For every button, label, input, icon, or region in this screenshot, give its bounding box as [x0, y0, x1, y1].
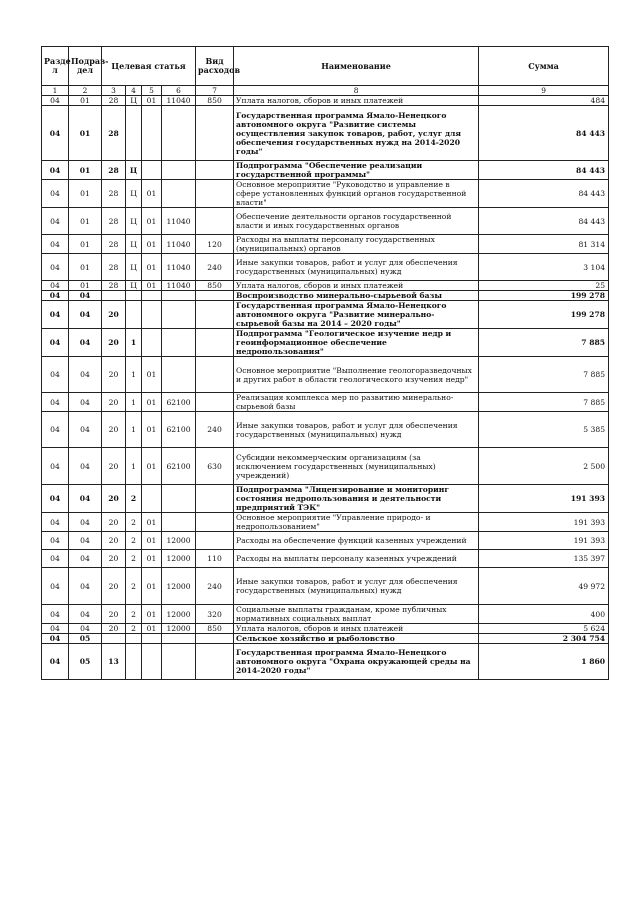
vid-cell — [196, 180, 234, 208]
podrazdel-cell: 04 — [69, 357, 102, 393]
target-program-cell: 20 — [102, 393, 126, 412]
podrazdel-cell: 04 — [69, 291, 102, 301]
table-row — [42, 412, 609, 448]
sum-cell: 199 278 — [479, 291, 609, 301]
name-cell: Расходы на обеспечение функций казенных учреждений — [234, 532, 479, 550]
razdel-cell: 04 — [42, 329, 69, 357]
column-number: 2 — [69, 86, 102, 96]
header-sum: Сумма — [479, 47, 609, 86]
sum-cell: 135 397 — [479, 550, 609, 568]
target-event-cell: 01 — [142, 550, 162, 568]
target-subprogram-cell: 1 — [126, 357, 142, 393]
name-cell: Расходы на выплаты персоналу государственных (муниципальных) органов — [234, 235, 479, 254]
target-event-cell: 01 — [142, 235, 162, 254]
table-row — [42, 605, 609, 624]
name-cell: Иные закупки товаров, работ и услуг для обеспечения государственных (муниципальных) нужд — [234, 412, 479, 448]
razdel-cell: 04 — [42, 412, 69, 448]
table-row — [42, 161, 609, 180]
podrazdel-cell: 04 — [69, 301, 102, 329]
name-cell: Подпрограмма "Обеспечение реализации государственной программы" — [234, 161, 479, 180]
name-cell: Основное мероприятие "Управление природо- и недропользованием" — [234, 513, 479, 532]
column-number: 6 — [162, 86, 196, 96]
header-podrazdel: Подраз- дел — [69, 47, 102, 86]
table-row — [42, 281, 609, 291]
podrazdel-cell: 04 — [69, 329, 102, 357]
target-event-cell: 01 — [142, 254, 162, 281]
sum-cell: 199 278 — [479, 301, 609, 329]
target-event-cell — [142, 301, 162, 329]
target-subprogram-cell — [126, 301, 142, 329]
target-direction-cell: 11040 — [162, 235, 196, 254]
vid-cell — [196, 485, 234, 513]
name-cell: Основное мероприятие "Выполнение геологоразведочных и других работ в области геологического изучения недр" — [234, 357, 479, 393]
sum-cell: 400 — [479, 605, 609, 624]
target-program-cell: 20 — [102, 329, 126, 357]
table-row — [42, 180, 609, 208]
name-cell: Уплата налогов, сборов и иных платежей — [234, 96, 479, 106]
target-program-cell: 20 — [102, 605, 126, 624]
target-program-cell: 20 — [102, 550, 126, 568]
table-body — [42, 96, 609, 680]
target-program-cell: 28 — [102, 106, 126, 161]
sum-cell: 3 104 — [479, 254, 609, 281]
column-number: 3 — [102, 86, 126, 96]
name-cell: Уплата налогов, сборов и иных платежей — [234, 281, 479, 291]
name-cell: Расходы на выплаты персоналу казенных учреждений — [234, 550, 479, 568]
table-row — [42, 329, 609, 357]
razdel-cell: 04 — [42, 291, 69, 301]
column-number: 8 — [234, 86, 479, 96]
table-row — [42, 254, 609, 281]
target-subprogram-cell: 2 — [126, 624, 142, 634]
vid-cell — [196, 106, 234, 161]
table-row — [42, 357, 609, 393]
target-event-cell: 01 — [142, 357, 162, 393]
sum-cell: 191 393 — [479, 532, 609, 550]
target-subprogram-cell: Ц — [126, 180, 142, 208]
razdel-cell: 04 — [42, 180, 69, 208]
target-program-cell: 28 — [102, 161, 126, 180]
target-direction-cell: 62100 — [162, 412, 196, 448]
name-cell: Подпрограмма "Геологическое изучение недр и геоинформационное обеспечение недропользования" — [234, 329, 479, 357]
podrazdel-cell: 04 — [69, 532, 102, 550]
target-program-cell — [102, 634, 126, 644]
name-cell: Подпрограмма "Лицензирование и мониторинг состояния недропользования и деятельности предприятий ТЭК" — [234, 485, 479, 513]
target-subprogram-cell: 2 — [126, 568, 142, 605]
target-direction-cell — [162, 161, 196, 180]
podrazdel-cell: 04 — [69, 448, 102, 485]
target-program-cell: 28 — [102, 180, 126, 208]
podrazdel-cell: 01 — [69, 208, 102, 235]
podrazdel-cell: 01 — [69, 281, 102, 291]
sum-cell: 7 885 — [479, 393, 609, 412]
target-subprogram-cell: 2 — [126, 532, 142, 550]
table-row — [42, 208, 609, 235]
target-subprogram-cell: 1 — [126, 412, 142, 448]
sum-cell: 84 443 — [479, 208, 609, 235]
target-program-cell: 20 — [102, 301, 126, 329]
target-program-cell: 20 — [102, 624, 126, 634]
target-subprogram-cell: 2 — [126, 485, 142, 513]
target-program-cell: 28 — [102, 208, 126, 235]
razdel-cell: 04 — [42, 634, 69, 644]
sum-cell: 7 885 — [479, 329, 609, 357]
table-row — [42, 485, 609, 513]
vid-cell — [196, 291, 234, 301]
table-row — [42, 644, 609, 680]
target-direction-cell — [162, 106, 196, 161]
target-event-cell: 01 — [142, 180, 162, 208]
name-cell: Основное мероприятие "Руководство и управление в сфере установленных функций органов государственной власти" — [234, 180, 479, 208]
razdel-cell: 04 — [42, 357, 69, 393]
target-subprogram-cell — [126, 106, 142, 161]
target-subprogram-cell: 1 — [126, 448, 142, 485]
vid-cell: 240 — [196, 568, 234, 605]
target-subprogram-cell: Ц — [126, 235, 142, 254]
table-row — [42, 624, 609, 634]
budget-table — [41, 46, 609, 680]
target-event-cell: 01 — [142, 605, 162, 624]
sum-cell: 7 885 — [479, 357, 609, 393]
podrazdel-cell: 04 — [69, 485, 102, 513]
razdel-cell: 04 — [42, 624, 69, 634]
podrazdel-cell: 04 — [69, 393, 102, 412]
target-event-cell — [142, 291, 162, 301]
razdel-cell: 04 — [42, 532, 69, 550]
sum-cell: 49 972 — [479, 568, 609, 605]
razdel-cell: 04 — [42, 301, 69, 329]
target-subprogram-cell: 2 — [126, 513, 142, 532]
target-event-cell: 01 — [142, 96, 162, 106]
sum-cell: 2 304 754 — [479, 634, 609, 644]
razdel-cell: 04 — [42, 448, 69, 485]
target-direction-cell: 11040 — [162, 254, 196, 281]
sum-cell: 5 385 — [479, 412, 609, 448]
razdel-cell: 04 — [42, 568, 69, 605]
target-event-cell — [142, 634, 162, 644]
target-subprogram-cell: Ц — [126, 254, 142, 281]
vid-cell: 850 — [196, 624, 234, 634]
vid-cell — [196, 301, 234, 329]
target-event-cell: 01 — [142, 281, 162, 291]
target-direction-cell — [162, 291, 196, 301]
name-cell: Субсидии некоммерческим организациям (за исключением государственных (муниципальных) учреждений) — [234, 448, 479, 485]
table-row — [42, 301, 609, 329]
sum-cell: 484 — [479, 96, 609, 106]
header-vid: Вид расходов — [196, 47, 234, 86]
vid-cell — [196, 208, 234, 235]
razdel-cell: 04 — [42, 550, 69, 568]
column-number: 7 — [196, 86, 234, 96]
target-subprogram-cell: Ц — [126, 96, 142, 106]
name-cell: Государственная программа Ямало-Ненецкого автономного округа "Охрана окружающей среды на 2014-2020 годы" — [234, 644, 479, 680]
sum-cell: 25 — [479, 281, 609, 291]
budget-table-sheet — [41, 46, 608, 680]
podrazdel-cell: 04 — [69, 605, 102, 624]
target-direction-cell: 62100 — [162, 448, 196, 485]
target-program-cell: 20 — [102, 357, 126, 393]
razdel-cell: 04 — [42, 161, 69, 180]
column-number: 9 — [479, 86, 609, 96]
target-event-cell: 01 — [142, 624, 162, 634]
column-number-row — [42, 86, 609, 96]
target-direction-cell — [162, 644, 196, 680]
podrazdel-cell: 04 — [69, 513, 102, 532]
sum-cell: 191 393 — [479, 485, 609, 513]
table-row — [42, 568, 609, 605]
target-direction-cell — [162, 357, 196, 393]
target-event-cell — [142, 644, 162, 680]
podrazdel-cell: 05 — [69, 644, 102, 680]
target-program-cell: 20 — [102, 412, 126, 448]
razdel-cell: 04 — [42, 393, 69, 412]
table-row — [42, 235, 609, 254]
razdel-cell: 04 — [42, 281, 69, 291]
target-direction-cell: 11040 — [162, 281, 196, 291]
target-program-cell: 20 — [102, 485, 126, 513]
target-subprogram-cell — [126, 291, 142, 301]
target-event-cell: 01 — [142, 208, 162, 235]
razdel-cell: 04 — [42, 644, 69, 680]
sum-cell: 84 443 — [479, 161, 609, 180]
podrazdel-cell: 05 — [69, 634, 102, 644]
target-direction-cell: 12000 — [162, 568, 196, 605]
vid-cell — [196, 513, 234, 532]
podrazdel-cell: 04 — [69, 624, 102, 634]
table-row — [42, 513, 609, 532]
razdel-cell: 04 — [42, 106, 69, 161]
column-number: 5 — [142, 86, 162, 96]
target-event-cell: 01 — [142, 412, 162, 448]
table-row — [42, 106, 609, 161]
target-event-cell: 01 — [142, 513, 162, 532]
target-program-cell: 28 — [102, 96, 126, 106]
target-event-cell: 01 — [142, 568, 162, 605]
target-subprogram-cell: Ц — [126, 161, 142, 180]
vid-cell — [196, 644, 234, 680]
podrazdel-cell: 04 — [69, 568, 102, 605]
razdel-cell: 04 — [42, 513, 69, 532]
vid-cell: 240 — [196, 412, 234, 448]
name-cell: Социальные выплаты гражданам, кроме публичных нормативных социальных выплат — [234, 605, 479, 624]
sum-cell: 1 860 — [479, 644, 609, 680]
target-program-cell: 20 — [102, 448, 126, 485]
podrazdel-cell: 01 — [69, 235, 102, 254]
target-program-cell: 20 — [102, 513, 126, 532]
target-event-cell — [142, 161, 162, 180]
table-row — [42, 448, 609, 485]
target-subprogram-cell — [126, 634, 142, 644]
target-event-cell — [142, 329, 162, 357]
name-cell: Воспроизводство минерально-сырьевой базы — [234, 291, 479, 301]
table-row — [42, 393, 609, 412]
razdel-cell: 04 — [42, 208, 69, 235]
target-direction-cell: 12000 — [162, 550, 196, 568]
name-cell: Обеспечение деятельности органов государственной власти и иных государственных органов — [234, 208, 479, 235]
table-row — [42, 634, 609, 644]
target-program-cell — [102, 291, 126, 301]
sum-cell: 84 443 — [479, 106, 609, 161]
target-subprogram-cell: Ц — [126, 208, 142, 235]
target-event-cell — [142, 106, 162, 161]
vid-cell — [196, 329, 234, 357]
target-direction-cell: 62100 — [162, 393, 196, 412]
podrazdel-cell: 04 — [69, 412, 102, 448]
vid-cell: 240 — [196, 254, 234, 281]
vid-cell — [196, 393, 234, 412]
header-razdel: Разде л — [42, 47, 69, 86]
target-direction-cell — [162, 180, 196, 208]
vid-cell: 850 — [196, 96, 234, 106]
target-direction-cell: 11040 — [162, 96, 196, 106]
razdel-cell: 04 — [42, 254, 69, 281]
podrazdel-cell: 01 — [69, 254, 102, 281]
vid-cell: 850 — [196, 281, 234, 291]
target-direction-cell — [162, 329, 196, 357]
target-program-cell: 28 — [102, 281, 126, 291]
table-row — [42, 291, 609, 301]
sum-cell: 2 500 — [479, 448, 609, 485]
target-event-cell: 01 — [142, 393, 162, 412]
target-program-cell: 28 — [102, 254, 126, 281]
vid-cell: 320 — [196, 605, 234, 624]
target-subprogram-cell: 2 — [126, 550, 142, 568]
target-direction-cell: 12000 — [162, 624, 196, 634]
table-row — [42, 96, 609, 106]
razdel-cell: 04 — [42, 235, 69, 254]
target-subprogram-cell: 1 — [126, 393, 142, 412]
vid-cell: 630 — [196, 448, 234, 485]
table-row — [42, 550, 609, 568]
target-direction-cell: 12000 — [162, 605, 196, 624]
vid-cell — [196, 161, 234, 180]
podrazdel-cell: 01 — [69, 161, 102, 180]
vid-cell: 120 — [196, 235, 234, 254]
name-cell: Государственная программа Ямало-Ненецкого автономного округа "Развитие системы осуществления закупок товаров, работ, услуг для обеспечения государственных нужд на 2014-2020 годы" — [234, 106, 479, 161]
target-subprogram-cell: Ц — [126, 281, 142, 291]
target-subprogram-cell — [126, 644, 142, 680]
header-name: Наименование — [234, 47, 479, 86]
podrazdel-cell: 01 — [69, 180, 102, 208]
table-row — [42, 532, 609, 550]
name-cell: Иные закупки товаров, работ и услуг для обеспечения государственных (муниципальных) нужд — [234, 568, 479, 605]
podrazdel-cell: 01 — [69, 96, 102, 106]
sum-cell: 84 443 — [479, 180, 609, 208]
target-program-cell: 20 — [102, 532, 126, 550]
target-direction-cell — [162, 301, 196, 329]
podrazdel-cell: 04 — [69, 550, 102, 568]
target-direction-cell — [162, 513, 196, 532]
razdel-cell: 04 — [42, 605, 69, 624]
column-number: 4 — [126, 86, 142, 96]
sum-cell: 191 393 — [479, 513, 609, 532]
header-target: Целевая статья — [102, 47, 196, 86]
target-program-cell: 13 — [102, 644, 126, 680]
target-subprogram-cell: 2 — [126, 605, 142, 624]
vid-cell — [196, 634, 234, 644]
name-cell: Иные закупки товаров, работ и услуг для обеспечения государственных (муниципальных) нужд — [234, 254, 479, 281]
razdel-cell: 04 — [42, 485, 69, 513]
name-cell: Сельское хозяйство и рыболовство — [234, 634, 479, 644]
name-cell: Реализация комплекса мер по развитию минерально-сырьевой базы — [234, 393, 479, 412]
sum-cell: 5 624 — [479, 624, 609, 634]
vid-cell — [196, 357, 234, 393]
razdel-cell: 04 — [42, 96, 69, 106]
target-program-cell: 20 — [102, 568, 126, 605]
vid-cell — [196, 532, 234, 550]
target-event-cell — [142, 485, 162, 513]
header-row — [42, 47, 609, 86]
target-event-cell: 01 — [142, 532, 162, 550]
podrazdel-cell: 01 — [69, 106, 102, 161]
target-direction-cell: 11040 — [162, 208, 196, 235]
sum-cell: 81 314 — [479, 235, 609, 254]
name-cell: Государственная программа Ямало-Ненецкого автономного округа "Развитие минерально-сырьевой базы на 2014 – 2020 годы" — [234, 301, 479, 329]
target-direction-cell — [162, 485, 196, 513]
target-program-cell: 28 — [102, 235, 126, 254]
vid-cell: 110 — [196, 550, 234, 568]
target-event-cell: 01 — [142, 448, 162, 485]
name-cell: Уплата налогов, сборов и иных платежей — [234, 624, 479, 634]
target-direction-cell: 12000 — [162, 532, 196, 550]
target-subprogram-cell: 1 — [126, 329, 142, 357]
column-number: 1 — [42, 86, 69, 96]
target-direction-cell — [162, 634, 196, 644]
